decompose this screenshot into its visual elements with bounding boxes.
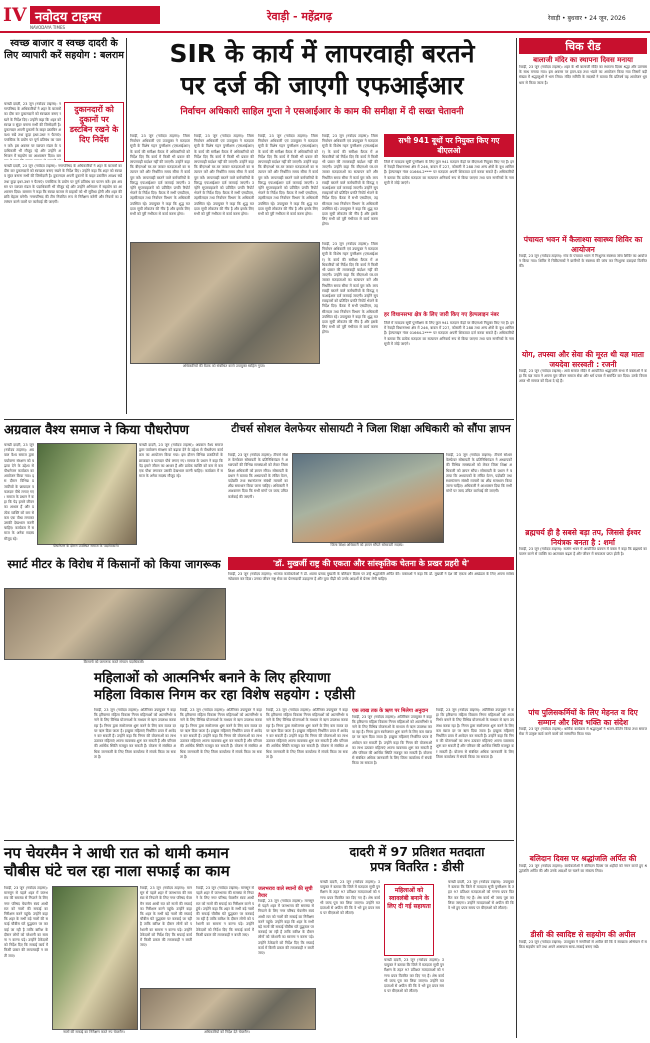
story2 bbox=[519, 235, 647, 347]
women-headline-1: महिलाओं को आत्मनिर्भर बनाने के लिए हरियाणा bbox=[94, 670, 331, 686]
banner-quote-headline: 'डॉ. मुखर्जी राष्ट्र की एकता और सांस्कृतिक चेतना के प्रखर प्रहरी थे' bbox=[228, 557, 514, 570]
agrawal-photo bbox=[37, 443, 137, 545]
story7-body: रेवाड़ी, 23 जून (नवोदय टाइम्स): उपायुक्त ने नागरिकों से अपील की कि वे स्वच्छता अभियान में सक्रिय सहयोग करें तथा अपने आसपास साफ-सफाई बनाए रखें। bbox=[519, 939, 647, 949]
sidebar-body-2: जिले में मतदाता सूची पुनरीक्षण के लिए कुल 941 मतदान केंद्रों पर बीएलओ नियुक्त किए गए हैं। इनमें रेवाड़ी विधानसभा क्षेत्र में 246, बावल में 227, कोसली में 288 तथा अन्य क्षेत्रों के बूथ शामिल हैं। हेल्पलाइन नंबर 01664-2**** पर मतदाता अपनी शिकायत दर्ज करवा सकते हैं। अधिकारियों ने बताया कि प्रत्येक मतदाता का सत्यापन अनिवार्य रूप से किया जाएगा तथा पात्र नागरिकों के नाम सूची में जोड़े जाएंगे। bbox=[384, 321, 514, 346]
sidebar-subhead: हर विधानसभा क्षेत्र के लिए जारी किए गए हेल्पलाइन नंबर bbox=[384, 312, 499, 318]
teachers-body-a: रेवाड़ी, 23 जून (नवोदय टाइम्स): टीचर्स सोशल वेलफेयर सोसायटी के प्रतिनिधिमंडल ने अध्यापकों की विभिन्न समस्याओं को लेकर जिला शिक्षा अधिकारी को ज्ञापन सौंपा। सोसायटी के प्रधान ने बताया कि अध्यापकों के लंबित वेतन, पदोन्नति तथा स्थानांतरण संबंधी मामलों का शीघ्र समाधान किया जाना चाहिए। अधिकारी ने आश्वासन दिया कि सभी मांगों पर जल्द उचित कार्रवाई की जाएगी। bbox=[228, 453, 288, 499]
story1-headline: बालाजी मंदिर का स्थापना दिवस मनाया bbox=[533, 56, 633, 64]
right-column-divider bbox=[516, 38, 517, 1038]
story7-headline: डीसी की स्वादिष्ट से सहयोग की अपील bbox=[530, 930, 636, 939]
story5-headline: पांच पुलिसकर्मियों के लिए मेहनत व दिए सम्मान और शिव भक्ति का संदेश bbox=[528, 708, 638, 727]
agrawal-headline: अग्रवाल वैश्य समाज ने किया पौधरोपण bbox=[4, 423, 189, 438]
masthead bbox=[0, 0, 650, 34]
lead-strap: निर्वाचन अधिकारी साहिल गुप्ता ने एसआईआर के काम की समीक्षा में दी सख्त चेतावनी bbox=[180, 107, 464, 117]
sidebar-title: सभी 941 बूथों पर नियुक्त किए गए बीएलओ bbox=[384, 134, 514, 157]
story1 bbox=[519, 56, 647, 232]
agrawal-body-a: चरखी दादरी, 23 जून (नवोदय टाइम्स): अग्रवाल वैश्य समाज द्वारा पर्यावरण संरक्षण को बढ़ावा देने के उद्देश्य से पौधरोपण कार्यक्रम का आयोजन किया गया। इस दौरान विभिन्न प्रजातियों के छायादार व फलदार पौधे लगाए गए। समाज के प्रधान ने कहा कि पेड़ हमारे जीवन का आधार हैं और प्रत्येक व्यक्ति को कम से कम एक पौधा लगाकर उसकी देखभाल करनी चाहिए। कार्यक्रम में समाज के अनेक सदस्य मौजूद रहे। bbox=[4, 443, 34, 541]
women-body-col-1: रेवाड़ी, 23 जून (नवोदय टाइम्स): अतिरिक्त उपायुक्त ने कहा कि हरियाणा महिला विकास निगम महिलाओं को आत्मनिर्भर बनाने के लिए विभिन्न योजनाओं के माध्यम से ऋण उपलब्ध करवा रहा है। निगम द्वारा स्वरोजगार शुरू करने के लिए कम ब्याज दर पर ऋण दिया जाता है। इच्छुक महिलाएं निर्धारित प्रपत्र में आवेदन कर सकती हैं। उन्होंने कहा कि निगम की योजनाओं का लाभ उठाकर महिलाएं अपना व्यवसाय शुरू कर सकती हैं और परिवार की आर्थिक स्थिति मजबूत कर सकती हैं। योजना से संबंधित अधिक जानकारी के लिए जिला कार्यालय में संपर्क किया जा सकता है। bbox=[94, 708, 176, 759]
bottom-right-headline-1: दादरी में 97 प्रतिशत मतदाता bbox=[349, 844, 485, 859]
date-line: रेवाड़ी • बुधवार • 24 जून, 2026 bbox=[548, 15, 626, 22]
bottom-left-body-b: रेवाड़ी, 23 जून (नवोदय टाइम्स): मानसून से पहले शहर में जलभराव की समस्या से निपटने के लिए नगर परिषद चेयरमैन स्वयं आधी रात को नालों की सफाई का निरीक्षण करने पहुंचे। उन्होंने कहा कि शहर के सभी बड़े नालों की सफाई चौबीस घंटे युद्धस्तर पर करवाई जा रही है ताकि बारिश के दौरान लोगों को परेशानी का सामना न करना पड़े। उन्होंने ठेकेदारों को निर्देश दिए कि सफाई कार्य में किसी प्रकार की लापरवाही न बरती जाए। bbox=[140, 886, 192, 948]
women-story bbox=[4, 670, 514, 838]
story2-body: रेवाड़ी, 23 जून (नवोदय टाइम्स): गांव के पंचायत भवन में निःशुल्क स्वास्थ्य जांच शिविर का आयोजन किया गया। शिविर में चिकित्सकों ने ग्रामीणों के स्वास्थ्य की जांच कर निःशुल्क दवाइयां वितरित कीं। bbox=[519, 254, 647, 269]
right-column bbox=[519, 38, 647, 1040]
bottom-right-body-a: चरखी दादरी, 23 जून (नवोदय टाइम्स): उपायुक्त ने बताया कि जिले में मतदाता सूची पुनरीक्षण के तहत 97 प्रतिशत मतदाताओं को गणना प्रपत्र वितरित कर दिए गए हैं। शेष कार्य भी जल्द पूरा कर लिया जाएगा। उन्होंने मतदाताओं से अपील की कि वे भरे हुए प्रपत्र समय पर बीएलओ को लौटाएं। bbox=[320, 880, 380, 916]
women-body-col-3: रेवाड़ी, 23 जून (नवोदय टाइम्स): अतिरिक्त उपायुक्त ने कहा कि हरियाणा महिला विकास निगम महिलाओं को आत्मनिर्भर बनाने के लिए विभिन्न योजनाओं के माध्यम से ऋण उपलब्ध करवा रहा है। निगम द्वारा स्वरोजगार शुरू करने के लिए कम ब्याज दर पर ऋण दिया जाता है। इच्छुक महिलाएं निर्धारित प्रपत्र में आवेदन कर सकती हैं। उन्होंने कहा कि निगम की योजनाओं का लाभ उठाकर महिलाएं अपना व्यवसाय शुरू कर सकती हैं और परिवार की आर्थिक स्थिति मजबूत कर सकती हैं। योजना से संबंधित अधिक जानकारी के लिए जिला कार्यालय में संपर्क किया जा सकता है। bbox=[266, 708, 348, 759]
story6 bbox=[519, 854, 647, 928]
paper-name-box bbox=[30, 6, 160, 24]
story6-body: रेवाड़ी, 23 जून (नवोदय टाइम्स): कार्यकर्ताओं ने बलिदान दिवस पर शहीदों को नमन करते हुए श्रद्धांजलि अर्पित की और उनके आदर्शों पर चलने का संकल्प लिया। bbox=[519, 863, 647, 873]
teachers-body-b: रेवाड़ी, 23 जून (नवोदय टाइम्स): टीचर्स सोशल वेलफेयर सोसायटी के प्रतिनिधिमंडल ने अध्यापकों की विभिन्न समस्याओं को लेकर जिला शिक्षा अधिकारी को ज्ञापन सौंपा। सोसायटी के प्रधान ने बताया कि अध्यापकों के लंबित वेतन, पदोन्नति तथा स्थानांतरण संबंधी मामलों का शीघ्र समाधान किया जाना चाहिए। अधिकारी ने आश्वासन दिया कि सभी मांगों पर जल्द उचित कार्रवाई की जाएगी। bbox=[446, 453, 512, 494]
women-col-4 bbox=[352, 708, 432, 834]
teachers-photo bbox=[292, 453, 444, 543]
lead-body-col-1: रेवाड़ी, 23 जून (नवोदय टाइम्स): जिला निर्वाचन अधिकारी एवं उपायुक्त ने मतदाता सूची के विशेष गहन पुनरीक्षण (एसआईआर) के कार्य की समीक्षा बैठक में अधिकारियों को निर्देश दिए कि कार्य में किसी भी प्रकार की लापरवाही बर्दाश्त नहीं की जाएगी। उन्होंने कहा कि बीएलओ घर-घर जाकर मतदाताओं का सत्यापन करें और निर्धारित समय सीमा में कार्य पूरा करें। लापरवाही बरतने वाले कर्मचारियों के विरुद्ध एफआईआर दर्ज करवाई जाएगी। उन्होंने सुपरवाइजरों को प्रतिदिन प्रगति रिपोर्ट भेजने के निर्देश दिए। बैठक में सभी एसडीएम, तहसीलदार तथा निर्वाचन विभाग के अधिकारी उपस्थित रहे। उपायुक्त ने कहा कि शुद्ध मतदाता सूची लोकतंत्र की नींव है और इसके लिए सभी को पूरी गंभीरता से कार्य करना होगा। bbox=[130, 134, 190, 217]
paper-subname: NAVODAYA TIMES bbox=[30, 25, 66, 30]
left-top-story bbox=[4, 38, 124, 416]
callout-box bbox=[64, 102, 124, 162]
teachers-story bbox=[228, 423, 514, 555]
women-headline-2: महिला विकास निगम कर रहा विशेष सहयोग : एडीसी bbox=[94, 687, 356, 703]
story7 bbox=[519, 930, 647, 1038]
bottom-left-headline-2: चौबीस घंटे चल रहा नाला सफाई का काम bbox=[4, 862, 230, 880]
bottom-left-body-a: रेवाड़ी, 23 जून (नवोदय टाइम्स): मानसून से पहले शहर में जलभराव की समस्या से निपटने के लिए नगर परिषद चेयरमैन स्वयं आधी रात को नालों की सफाई का निरीक्षण करने पहुंचे। उन्होंने कहा कि शहर के सभी बड़े नालों की सफाई चौबीस घंटे युद्धस्तर पर करवाई जा रही है ताकि बारिश के दौरान लोगों को परेशानी का सामना न करना पड़े। उन्होंने ठेकेदारों को निर्देश दिए कि सफाई कार्य में किसी प्रकार की लापरवाही न बरती जाए। bbox=[4, 886, 48, 958]
lead-headline-1: SIR के कार्य में लापरवाही बरतने bbox=[169, 39, 475, 68]
story1-body: रेवाड़ी, 23 जून (नवोदय टाइम्स): शहर के श्री बालाजी मंदिर का स्थापना दिवस श्रद्धा और उल्लास के साथ मनाया गया। इस अवसर पर हवन-यज्ञ तथा भंडारे का आयोजन किया गया जिसमें बड़ी संख्या में श्रद्धालुओं ने भाग लिया। मंदिर समिति के सदस्यों ने बताया कि प्रतिवर्ष यह आयोजन धूमधाम से किया जाता है। bbox=[519, 65, 647, 85]
bottom-right-callout: महिलाओं को स्वावलंबी बनाने के लिए दी गई सहायता bbox=[387, 887, 431, 910]
agrawal-body-b: चरखी दादरी, 23 जून (नवोदय टाइम्स): अग्रवाल वैश्य समाज द्वारा पर्यावरण संरक्षण को बढ़ावा देने के उद्देश्य से पौधरोपण कार्यक्रम का आयोजन किया गया। इस दौरान विभिन्न प्रजातियों के छायादार व फलदार पौधे लगाए गए। समाज के प्रधान ने कहा कि पेड़ हमारे जीवन का आधार हैं और प्रत्येक व्यक्ति को कम से कम एक पौधा लगाकर उसकी देखभाल करनी चाहिए। कार्यक्रम में समाज के अनेक सदस्य मौजूद रहे। bbox=[139, 443, 223, 479]
bottom-left-photo-1 bbox=[52, 886, 138, 1030]
section-rule-1 bbox=[4, 419, 514, 420]
sidebar-body: जिले में मतदाता सूची पुनरीक्षण के लिए कुल 941 मतदान केंद्रों पर बीएलओ नियुक्त किए गए हैं। इनमें रेवाड़ी विधानसभा क्षेत्र में 246, बावल में 227, कोसली में 288 तथा अन्य क्षेत्रों के बूथ शामिल हैं। हेल्पलाइन नंबर 01664-2**** पर मतदाता अपनी शिकायत दर्ज करवा सकते हैं। अधिकारियों ने बताया कि प्रत्येक मतदाता का सत्यापन अनिवार्य रूप से किया जाएगा तथा पात्र नागरिकों के नाम सूची में जोड़े जाएंगे। bbox=[384, 160, 514, 185]
story6-headline: बलिदान दिवस पर श्रद्धांजलि अर्पित की bbox=[529, 854, 637, 863]
lead-body-col-4: रेवाड़ी, 23 जून (नवोदय टाइम्स): जिला निर्वाचन अधिकारी एवं उपायुक्त ने मतदाता सूची के विशेष गहन पुनरीक्षण (एसआईआर) के कार्य की समीक्षा बैठक में अधिकारियों को निर्देश दिए कि कार्य में किसी भी प्रकार की लापरवाही बर्दाश्त नहीं की जाएगी। उन्होंने कहा कि बीएलओ घर-घर जाकर मतदाताओं का सत्यापन करें और निर्धारित समय सीमा में कार्य पूरा करें। लापरवाही बरतने वाले कर्मचारियों के विरुद्ध एफआईआर दर्ज करवाई जाएगी। उन्होंने सुपरवाइजरों को प्रतिदिन प्रगति रिपोर्ट भेजने के निर्देश दिए। बैठक में सभी एसडीएम, तहसीलदार तथा निर्वाचन विभाग के अधिकारी उपस्थित रहे। उपायुक्त ने कहा कि शुद्ध मतदाता सूची लोकतंत्र की नींव है और इसके लिए सभी को पूरी गंभीरता से कार्य करना होगा। bbox=[322, 134, 378, 227]
bottom-left-caption-1: नालों की सफाई का निरीक्षण करते नप चेयरमैन। bbox=[63, 1030, 125, 1034]
body-text-b: चरखी दादरी, 23 जून (नवोदय टाइम्स): नगरपरिषद के अधिकारियों ने शहर के बाजारों का दौरा कर दुकानदारों को स्वच्छता बनाए रखने के निर्देश दिए। उन्होंने कहा कि शहर को स्वच्छ व सुंदर बनाना सभी की जिम्मेदारी है। दुकानदार अपनी दुकानों के बाहर डस्टबिन अवश्य रखें तथा कूड़ा इधर-उधर न फैलाएं। प्लास्टिक के प्रयोग पर पूर्ण प्रतिबंध का पालन करें। इस अवसर पर व्यापार मंडल के पदाधिकारी भी मौजूद रहे और उन्होंने अभियान में सहयोग का आश्वासन दिया। बलराम ने कहा कि स्वच्छ बाजार से ग्राहकों को भी सुविधा होगी और शहर की छवि बेहतर बनेगी। नगरपरिषद की टीम नियमित रूप से निरीक्षण करेगी और नियमों का उल्लंघन करने वालों पर कार्रवाई की जाएगी। bbox=[4, 164, 122, 205]
agrawal-story bbox=[4, 423, 224, 555]
teachers-caption: जिला शिक्षा अधिकारी को ज्ञापन सौंपते सोसायटी सदस्य। bbox=[330, 543, 404, 547]
smart-meter-story bbox=[4, 557, 224, 667]
story5-body: रेवाड़ी, 23 जून (नवोदय टाइम्स): धार्मिक कार्यक्रम में श्रद्धालुओं ने भजन-कीर्तन किया तथा समाज सेवा में उत्कृष्ट कार्य करने वालों को सम्मानित किया गया। bbox=[519, 727, 647, 737]
story4-headline: ब्रह्मचर्य ही है सबसे बड़ा तप, जिससे ईश्वर नियंत्रक बनता है : शर्मा bbox=[525, 528, 641, 547]
bottom-right-headline-2: प्रपत्र वितरित : डीसी bbox=[370, 859, 464, 874]
bottom-left-body-c: रेवाड़ी, 23 जून (नवोदय टाइम्स): मानसून से पहले शहर में जलभराव की समस्या से निपटने के लिए नगर परिषद चेयरमैन स्वयं आधी रात को नालों की सफाई का निरीक्षण करने पहुंचे। उन्होंने कहा कि शहर के सभी बड़े नालों की सफाई चौबीस घंटे युद्धस्तर पर करवाई जा रही है ताकि बारिश के दौरान लोगों को परेशानी का सामना न करना पड़े। उन्होंने ठेकेदारों को निर्देश दिए कि सफाई कार्य में किसी प्रकार की लापरवाही न बरती जाए। bbox=[196, 886, 254, 937]
lead-story bbox=[130, 38, 514, 418]
bottom-left-body-d: रेवाड़ी, 23 जून (नवोदय टाइम्स): मानसून से पहले शहर में जलभराव की समस्या से निपटने के लिए नगर परिषद चेयरमैन स्वयं आधी रात को नालों की सफाई का निरीक्षण करने पहुंचे। उन्होंने कहा कि शहर के सभी बड़े नालों की सफाई चौबीस घंटे युद्धस्तर पर करवाई जा रही है ताकि बारिश के दौरान लोगों को परेशानी का सामना न करना पड़े। उन्होंने ठेकेदारों को निर्देश दिए कि सफाई कार्य में किसी प्रकार की लापरवाही न बरती जाए। bbox=[258, 899, 314, 956]
smart-meter-caption: किसानों को जागरूक करते संगठन पदाधिकारी। bbox=[83, 660, 145, 664]
bottom-left-col-4 bbox=[258, 886, 314, 986]
callout-text: दुकानदारों को दुकानों पर डस्टबिन रखने के दिए निर्देश bbox=[69, 105, 119, 144]
bottom-right-body-b: चरखी दादरी, 23 जून (नवोदय टाइम्स): उपायुक्त ने बताया कि जिले में मतदाता सूची पुनरीक्षण के तहत 97 प्रतिशत मतदाताओं को गणना प्रपत्र वितरित कर दिए गए हैं। शेष कार्य भी जल्द पूरा कर लिया जाएगा। उन्होंने मतदाताओं से अपील की कि वे भरे हुए प्रपत्र समय पर बीएलओ को लौटाएं। bbox=[384, 958, 444, 994]
headline: स्वच्छ बाजार व स्वच्छ दादरी के लिए व्यापारी करें सहयोग : बलराम bbox=[4, 38, 124, 61]
story5 bbox=[519, 708, 647, 852]
bottom-right-body-c: चरखी दादरी, 23 जून (नवोदय टाइम्स): उपायुक्त ने बताया कि जिले में मतदाता सूची पुनरीक्षण के तहत 97 प्रतिशत मतदाताओं को गणना प्रपत्र वितरित कर दिए गए हैं। शेष कार्य भी जल्द पूरा कर लिया जाएगा। उन्होंने मतदाताओं से अपील की कि वे भरे हुए प्रपत्र समय पर बीएलओ को लौटाएं। bbox=[448, 880, 514, 911]
story2-headline: पंचायत भवन में कैलाश्या स्वास्थ्य शिविर का आयोजन bbox=[523, 235, 643, 254]
bottom-left-headline-1: नप चेयरमैन ने आधी रात को थामी कमान bbox=[4, 844, 229, 862]
bottom-left-caption-2: अधिकारियों को निर्देश देते चेयरमैन। bbox=[204, 1030, 250, 1034]
lead-sidebar bbox=[384, 134, 514, 414]
smart-meter-headline: स्मार्ट मीटर के विरोध में किसानों को किया जागरूक bbox=[7, 557, 221, 571]
lead-photo bbox=[130, 242, 320, 364]
story3 bbox=[519, 350, 647, 526]
smart-meter-photo bbox=[4, 588, 226, 660]
bottom-right-story bbox=[320, 844, 514, 1040]
story3-body: रेवाड़ी, 23 जून (नवोदय टाइम्स): आर्य समाज मंदिर में आयोजित श्रद्धांजलि सभा में वक्ताओं ने कहा कि यज्ञ माता ने अपना पूरा जीवन समाज सेवा और धर्म प्रचार में समर्पित कर दिया। उनके विचार आज भी समाज को दिशा दे रहे हैं। bbox=[519, 369, 647, 384]
lead-headline-2: पर दर्ज की जाएगी एफआईआर bbox=[180, 71, 464, 100]
column-divider bbox=[126, 38, 127, 414]
right-header bbox=[519, 38, 647, 54]
banner-quote-body-line: रेवाड़ी, 23 जून (नवोदय टाइम्स): भाजपा कार्यकर्ताओं ने डॉ. श्यामा प्रसाद मुखर्जी के बलिदान दिवस पर उन्हें श्रद्धांजलि अर्पित की। वक्ताओं ने कहा कि डॉ. मुखर्जी ने देश की एकता और अखंडता के लिए अपना सर्वस्व न्योछावर कर दिया। उनका जीवन राष्ट्र सेवा का प्रेरणादायी उदाहरण है और युवा पीढ़ी को उनके आदर्शों से प्रेरणा लेनी चाहिए। bbox=[228, 572, 514, 582]
edition-name: रेवाड़ी - महेंद्रगढ़ bbox=[267, 10, 333, 23]
story3-headline: योग, तपस्या और सेवा की मूरत थी यज्ञ माता जयदेवा सरस्वती : रजनी bbox=[522, 350, 644, 369]
bottom-left-subhead: जलभराव वाले स्थानों की सूची तैयार bbox=[258, 886, 313, 899]
masthead-rule bbox=[0, 31, 650, 33]
paper-name: नवोदय टाइम्स bbox=[35, 10, 102, 25]
story4 bbox=[519, 528, 647, 706]
right-header-label: चिक रीड bbox=[565, 40, 601, 53]
page-number: IV bbox=[3, 4, 27, 26]
women-body-col-5: रेवाड़ी, 23 जून (नवोदय टाइम्स): अतिरिक्त उपायुक्त ने कहा कि हरियाणा महिला विकास निगम महिलाओं को आत्मनिर्भर बनाने के लिए विभिन्न योजनाओं के माध्यम से ऋण उपलब्ध करवा रहा है। निगम द्वारा स्वरोजगार शुरू करने के लिए कम ब्याज दर पर ऋण दिया जाता है। इच्छुक महिलाएं निर्धारित प्रपत्र में आवेदन कर सकती हैं। उन्होंने कहा कि निगम की योजनाओं का लाभ उठाकर महिलाएं अपना व्यवसाय शुरू कर सकती हैं और परिवार की आर्थिक स्थिति मजबूत कर सकती हैं। योजना से संबंधित अधिक जानकारी के लिए जिला कार्यालय में संपर्क किया जा सकता है। bbox=[436, 708, 514, 759]
lead-body-col-3: रेवाड़ी, 23 जून (नवोदय टाइम्स): जिला निर्वाचन अधिकारी एवं उपायुक्त ने मतदाता सूची के विशेष गहन पुनरीक्षण (एसआईआर) के कार्य की समीक्षा बैठक में अधिकारियों को निर्देश दिए कि कार्य में किसी भी प्रकार की लापरवाही बर्दाश्त नहीं की जाएगी। उन्होंने कहा कि बीएलओ घर-घर जाकर मतदाताओं का सत्यापन करें और निर्धारित समय सीमा में कार्य पूरा करें। लापरवाही बरतने वाले कर्मचारियों के विरुद्ध एफआईआर दर्ज करवाई जाएगी। उन्होंने सुपरवाइजरों को प्रतिदिन प्रगति रिपोर्ट भेजने के निर्देश दिए। बैठक में सभी एसडीएम, तहसीलदार तथा निर्वाचन विभाग के अधिकारी उपस्थित रहे। उपायुक्त ने कहा कि शुद्ध मतदाता सूची लोकतंत्र की नींव है और इसके लिए सभी को पूरी गंभीरता से कार्य करना होगा। bbox=[258, 134, 318, 217]
story4-body: रेवाड़ी, 23 जून (नवोदय टाइम्स): सत्संग भवन में आयोजित प्रवचन में वक्ता ने कहा कि ब्रह्मचर्य का पालन करने से व्यक्ति का आत्मबल बढ़ता है और जीवन में सफलता प्राप्त होती है। bbox=[519, 547, 647, 557]
lead-body-col-5: रेवाड़ी, 23 जून (नवोदय टाइम्स): जिला निर्वाचन अधिकारी एवं उपायुक्त ने मतदाता सूची के विशेष गहन पुनरीक्षण (एसआईआर) के कार्य की समीक्षा बैठक में अधिकारियों को निर्देश दिए कि कार्य में किसी भी प्रकार की लापरवाही बर्दाश्त नहीं की जाएगी। उन्होंने कहा कि बीएलओ घर-घर जाकर मतदाताओं का सत्यापन करें और निर्धारित समय सीमा में कार्य पूरा करें। लापरवाही बरतने वाले कर्मचारियों के विरुद्ध एफआईआर दर्ज करवाई जाएगी। उन्होंने सुपरवाइजरों को प्रतिदिन प्रगति रिपोर्ट भेजने के निर्देश दिए। बैठक में सभी एसडीएम, तहसीलदार तथा निर्वाचन विभाग के अधिकारी उपस्थित रहे। उपायुक्त ने कहा कि शुद्ध मतदाता सूची लोकतंत्र की नींव है और इसके लिए सभी को पूरी गंभीरता से कार्य करना होगा। bbox=[322, 242, 378, 335]
body-text-a: चरखी दादरी, 23 जून (नवोदय टाइम्स): नगरपरिषद के अधिकारियों ने शहर के बाजारों का दौरा कर दुकानदारों को स्वच्छता बनाए रखने के निर्देश दिए। उन्होंने कहा कि शहर को स्वच्छ व सुंदर बनाना सभी की जिम्मेदारी है। दुकानदार अपनी दुकानों के बाहर डस्टबिन अवश्य रखें तथा कूड़ा इधर-उधर न फैलाएं। प्लास्टिक के प्रयोग पर पूर्ण प्रतिबंध का पालन करें। इस अवसर पर व्यापार मंडल के पदाधिकारी भी मौजूद रहे और उन्होंने अभियान में सहयोग का आश्वासन दिया। बल bbox=[4, 102, 61, 159]
women-body-col-4: रेवाड़ी, 23 जून (नवोदय टाइम्स): अतिरिक्त उपायुक्त ने कहा कि हरियाणा महिला विकास निगम महिलाओं को आत्मनिर्भर बनाने के लिए विभिन्न योजनाओं के माध्यम से ऋण उपलब्ध करवा रहा है। निगम द्वारा स्वरोजगार शुरू करने के लिए कम ब्याज दर पर ऋण दिया जाता है। इच्छुक महिलाएं निर्धारित प्रपत्र में आवेदन कर सकती हैं। उन्होंने कहा कि निगम की योजनाओं का लाभ उठाकर महिलाएं अपना व्यवसाय शुरू कर सकती हैं और परिवार की आर्थिक स्थिति मजबूत कर सकती हैं। योजना से संबंधित अधिक जानकारी के लिए जिला कार्यालय में संपर्क किया जा सकता है। bbox=[352, 714, 432, 766]
lead-body-col-2: रेवाड़ी, 23 जून (नवोदय टाइम्स): जिला निर्वाचन अधिकारी एवं उपायुक्त ने मतदाता सूची के विशेष गहन पुनरीक्षण (एसआईआर) के कार्य की समीक्षा बैठक में अधिकारियों को निर्देश दिए कि कार्य में किसी भी प्रकार की लापरवाही बर्दाश्त नहीं की जाएगी। उन्होंने कहा कि बीएलओ घर-घर जाकर मतदाताओं का सत्यापन करें और निर्धारित समय सीमा में कार्य पूरा करें। लापरवाही बरतने वाले कर्मचारियों के विरुद्ध एफआईआर दर्ज करवाई जाएगी। उन्होंने सुपरवाइजरों को प्रतिदिन प्रगति रिपोर्ट भेजने के निर्देश दिए। बैठक में सभी एसडीएम, तहसीलदार तथा निर्वाचन विभाग के अधिकारी उपस्थित रहे। उपायुक्त ने कहा कि शुद्ध मतदाता सूची लोकतंत्र की नींव है और इसके लिए सभी को पूरी गंभीरता से कार्य करना होगा। bbox=[194, 134, 254, 217]
lead-photo-caption: अधिकारियों की बैठक को संबोधित करते उपायुक्त साहिल गुप्ता। bbox=[182, 364, 266, 368]
agrawal-caption: पौधरोपण के दौरान उपस्थित समाज के पदाधिकारी। bbox=[52, 544, 120, 548]
bottom-left-photo-2 bbox=[140, 988, 316, 1030]
women-subhead: एक लाख तक के ऋण पर मिलेगा अनुदान bbox=[352, 708, 428, 714]
bottom-left-story bbox=[4, 844, 314, 1040]
women-body-col-2: रेवाड़ी, 23 जून (नवोदय टाइम्स): अतिरिक्त उपायुक्त ने कहा कि हरियाणा महिला विकास निगम महिलाओं को आत्मनिर्भर बनाने के लिए विभिन्न योजनाओं के माध्यम से ऋण उपलब्ध करवा रहा है। निगम द्वारा स्वरोजगार शुरू करने के लिए कम ब्याज दर पर ऋण दिया जाता है। इच्छुक महिलाएं निर्धारित प्रपत्र में आवेदन कर सकती हैं। उन्होंने कहा कि निगम की योजनाओं का लाभ उठाकर महिलाएं अपना व्यवसाय शुरू कर सकती हैं और परिवार की आर्थिक स्थिति मजबूत कर सकती हैं। योजना से संबंधित अधिक जानकारी के लिए जिला कार्यालय में संपर्क किया जा सकता है। bbox=[180, 708, 262, 759]
teachers-headline: टीचर्स सोशल वेलफेयर सोसायटी ने जिला शिक्षा अधिकारी को सौंपा ज्ञापन bbox=[231, 423, 511, 435]
section-rule-2 bbox=[4, 840, 514, 841]
bottom-right-callout-box bbox=[384, 884, 434, 956]
